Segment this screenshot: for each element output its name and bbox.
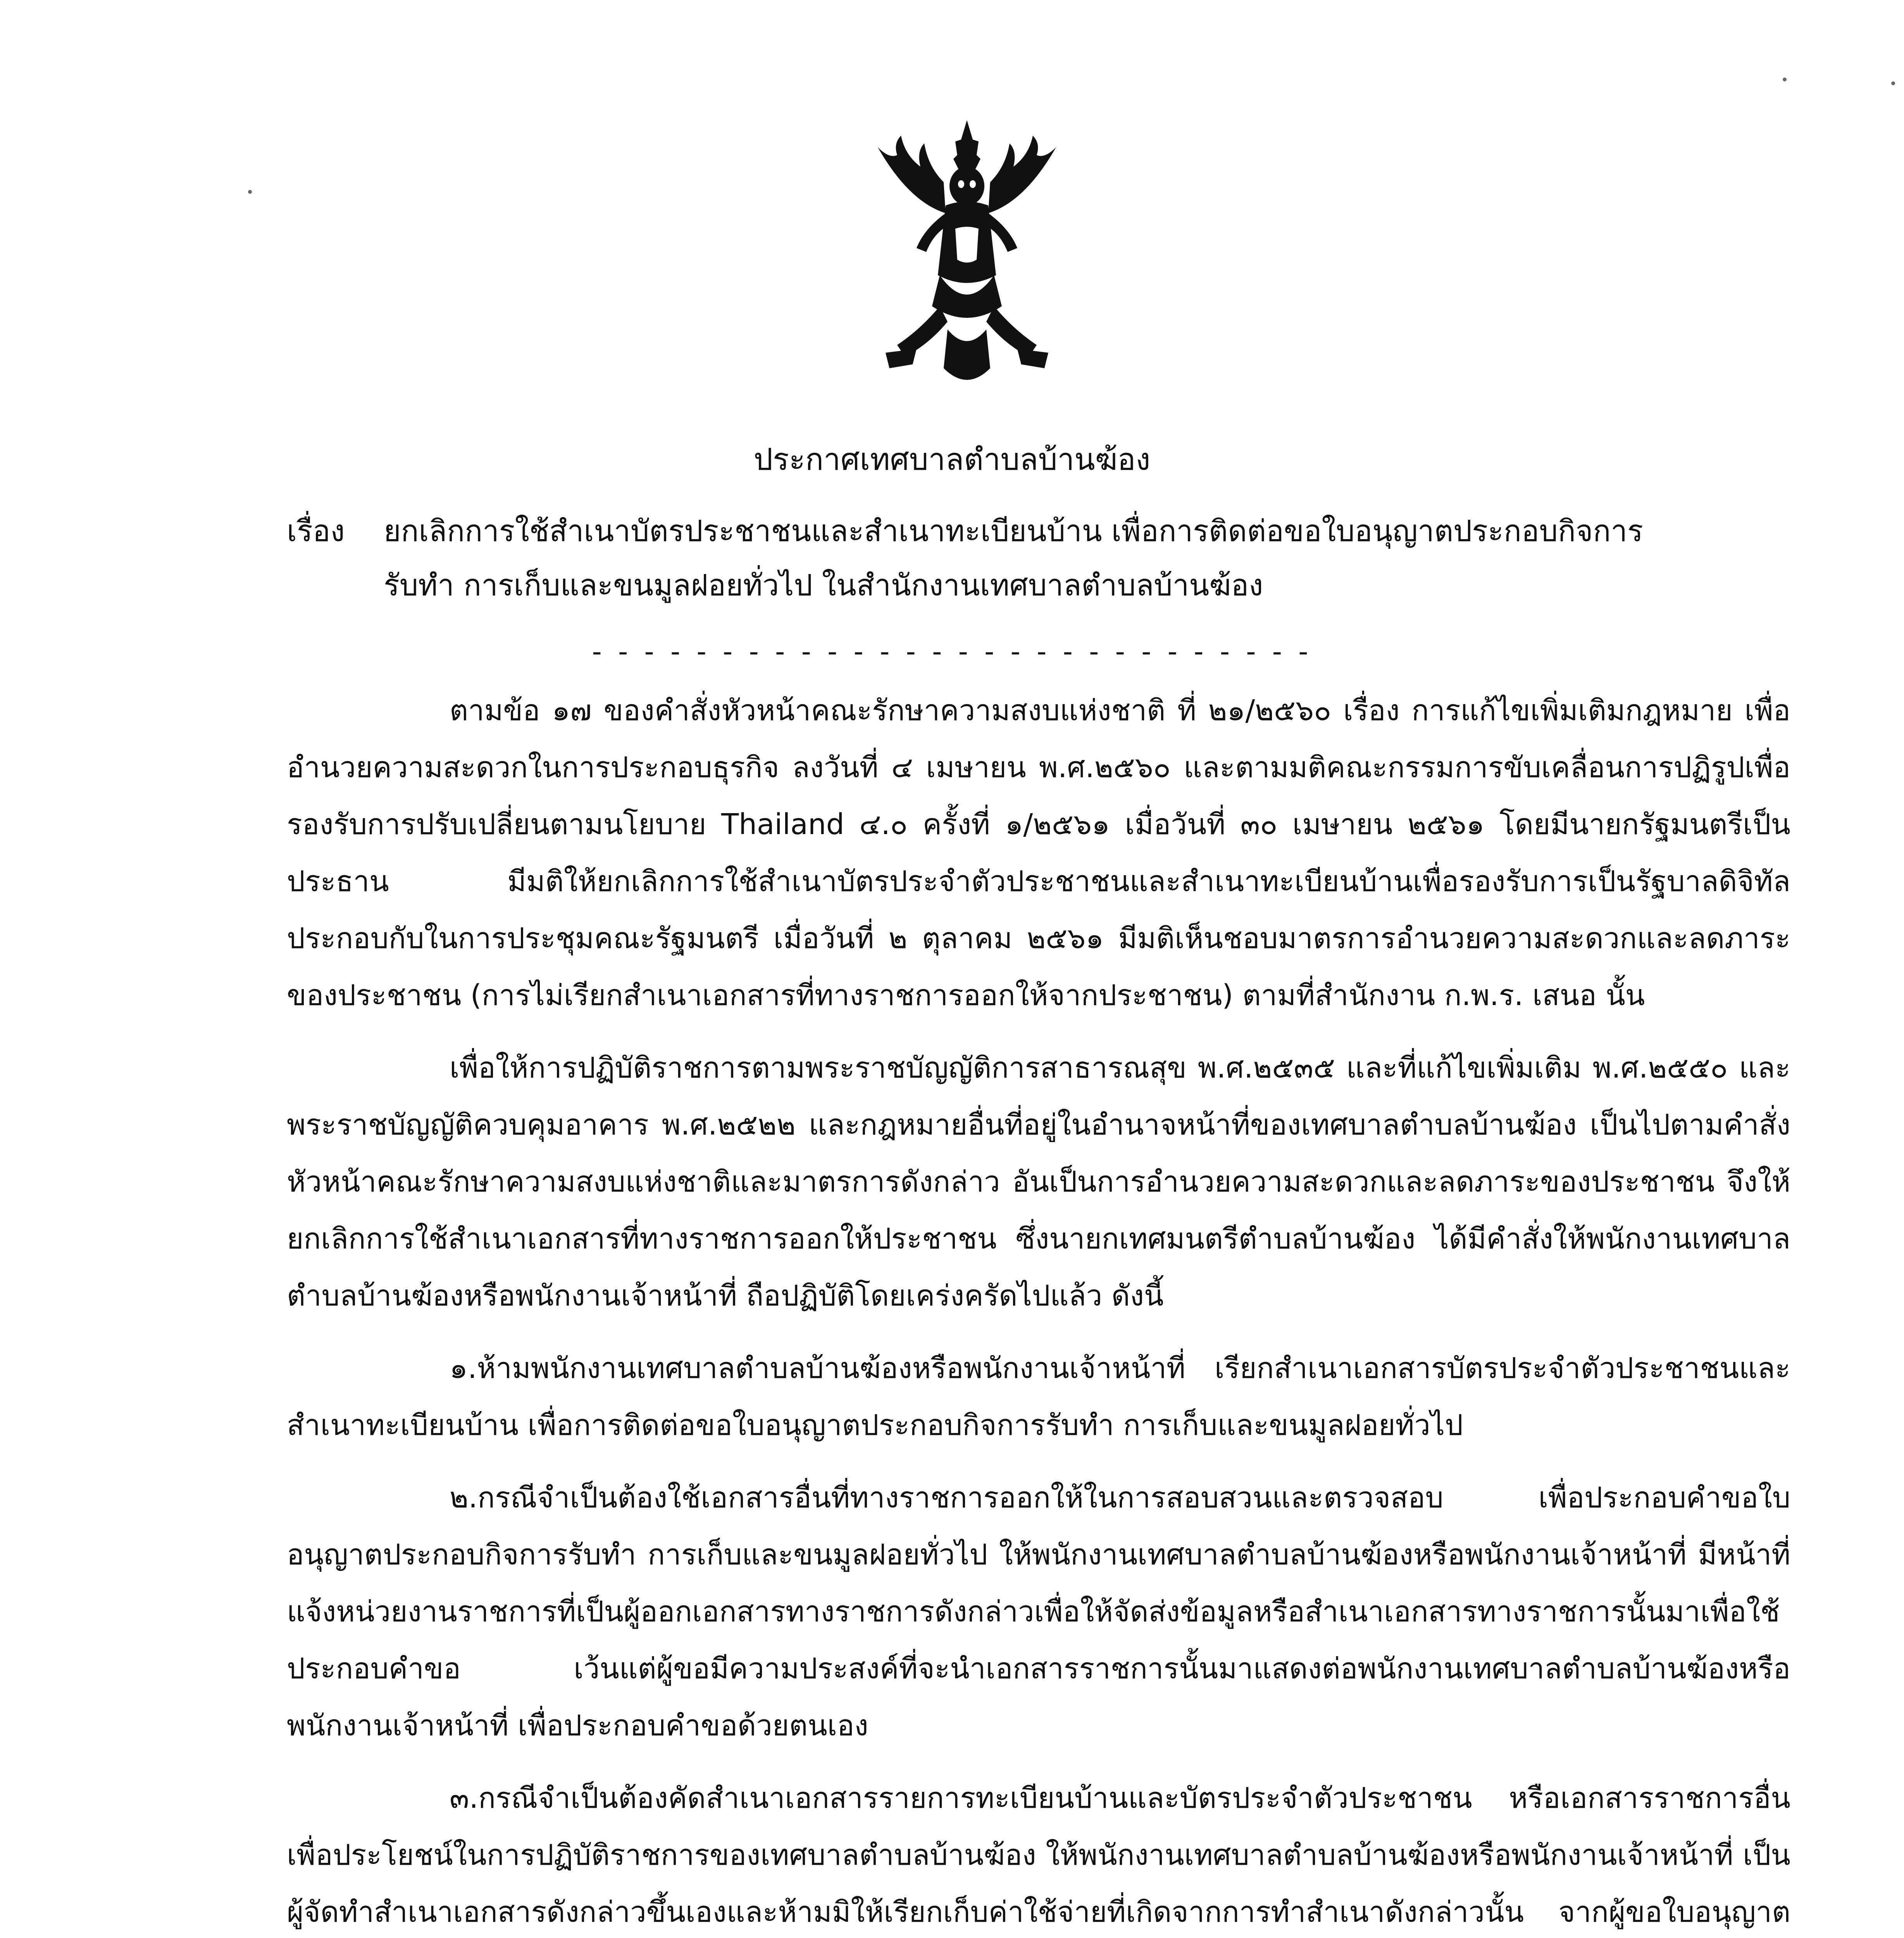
garuda-emblem-icon — [862, 112, 1072, 399]
scan-speck — [1783, 78, 1787, 81]
paragraph-item-2: ๒.กรณีจำเป็นต้องใช้เอกสารอื่นที่ทางราชการออกให้ในการสอบสวนและตรวจสอบ เพื่อประกอบคำขอใบอนุญาตประกอบกิจการรับทำ การเก็บและขนมูลฝอยทั่วไป ให้พนักงานเทศบาลตำบลบ้านฆ้องหรือพนักงานเจ้าหน้าที่ มีหน้าที่แจ้งหน่วยงานราชการที่เป็นผู้ออกเอกสารทางราชการดังกล่าวเพื่อให้จัดส่งข้อมูลหรือสำเนาเอกสารทางราชการนั้นมาเพื่อใช้ประกอบคำขอ เว้นแต่ผู้ขอมีความประสงค์ที่จะนำเอกสารราชการนั้นมาแสดงต่อพนักงานเทศบาลตำบลบ้านฆ้องหรือพนักงานเจ้าหน้าที่ เพื่อประกอบคำขอด้วยตนเอง — [287, 1481, 1790, 1742]
body-text — [287, 682, 1790, 1938]
paragraph-preamble: ตามข้อ ๑๗ ของคำสั่งหัวหน้าคณะรักษาความสงบแห่งชาติ ที่ ๒๑/๒๕๖๐ เรื่อง การแก้ไขเพิ่มเติมกฎหมาย เพื่ออำนวยความสะดวกในการประกอบธุรกิจ ลงวันที่ ๔ เมษายน พ.ศ.๒๕๖๐ และตามมติคณะกรรมการขับเคลื่อนการปฏิรูปเพื่อรองรับการปรับเปลี่ยนตามนโยบาย Thailand ๔.๐ ครั้งที่ ๑/๒๕๖๑ เมื่อวันที่ ๓๐ เมษายน ๒๕๖๑ โดยมีนายกรัฐมนตรีเป็นประธาน มีมติให้ยกเลิกการใช้สำเนาบัตรประจำตัวประชาชนและสำเนาทะเบียนบ้านเพื่อรองรับการเป็นรัฐบาลดิจิทัล ประกอบกับในการประชุมคณะรัฐมนตรี เมื่อวันที่ ๒ ตุลาคม ๒๕๖๑ มีมติเห็นชอบมาตรการอำนวยความสะดวกและลดภาระของประชาชน (การไม่เรียกสำเนาเอกสารที่ทางราชการออกให้จากประชาชน) ตามที่สำนักงาน ก.พ.ร. เสนอ นั้น — [287, 694, 1790, 1012]
scan-speck — [248, 190, 252, 194]
subject-line-2: รับทำ การเก็บและขนมูลฝอยทั่วไป ในสำนักงานเทศบาลตำบลบ้านฆ้อง — [384, 568, 1263, 602]
paragraph-item-3: ๓.กรณีจำเป็นต้องคัดสำเนาเอกสารรายการทะเบียนบ้านและบัตรประจำตัวประชาชน หรือเอกสารราชการอื่น เพื่อประโยชน์ในการปฏิบัติราชการของเทศบาลตำบลบ้านฆ้อง ให้พนักงานเทศบาลตำบลบ้านฆ้องหรือพนักงานเจ้าหน้าที่ เป็นผู้จัดทำสำเนาเอกสารดังกล่าวขึ้นเองและห้ามมิให้เรียกเก็บค่าใช้จ่ายที่เกิดจากการทำสำเนาดังกล่าวนั้น จากผู้ขอใบอนุญาต — [287, 1781, 1790, 1929]
subject-label: เรื่อง — [287, 514, 345, 548]
scan-speck — [1891, 81, 1895, 85]
paragraph-purpose: เพื่อให้การปฏิบัติราชการตามพระราชบัญญัติการสาธารณสุข พ.ศ.๒๕๓๕ และที่แก้ไขเพิ่มเติม พ.ศ.๒๕๕๐ และพระราชบัญญัติควบคุมอาคาร พ.ศ.๒๕๒๒ และกฎหมายอื่นที่อยู่ในอำนาจหน้าที่ของเทศบาลตำบลบ้านฆ้อง เป็นไปตามคำสั่งหัวหน้าคณะรักษาความสงบแห่งชาติและมาตรการดังกล่าว อันเป็นการอำนวยความสะดวกและลดภาระของประชาชน จึงให้ยกเลิกการใช้สำเนาเอกสารที่ทางราชการออกให้ประชาชน ซึ่งนายกเทศมนตรีตำบลบ้านฆ้อง ได้มีคำสั่งให้พนักงานเทศบาลตำบลบ้านฆ้องหรือพนักงานเจ้าหน้าที่ ถือปฏิบัติโดยเคร่งครัดไปแล้ว ดังนี้ — [287, 1051, 1790, 1312]
subject-line-1: ยกเลิกการใช้สำเนาบัตรประชาชนและสำเนาทะเบียนบ้าน เพื่อการติดต่อขอใบอนุญาตประกอบกิจการ — [384, 514, 1643, 548]
separator: - - - - - - - - - - - - - - - - - - - - - - - - - - - - — [592, 636, 1312, 667]
document-title: ประกาศเทศบาลตำบลบ้านฆ้อง — [753, 442, 1151, 477]
paragraph-item-1: ๑.ห้ามพนักงานเทศบาลตำบลบ้านฆ้องหรือพนักงานเจ้าหน้าที่ เรียกสำเนาเอกสารบัตรประจำตัวประชาชนและสำเนาทะเบียนบ้าน เพื่อการติดต่อขอใบอนุญาตประกอบกิจการรับทำ การเก็บและขนมูลฝอยทั่วไป — [287, 1352, 1790, 1442]
